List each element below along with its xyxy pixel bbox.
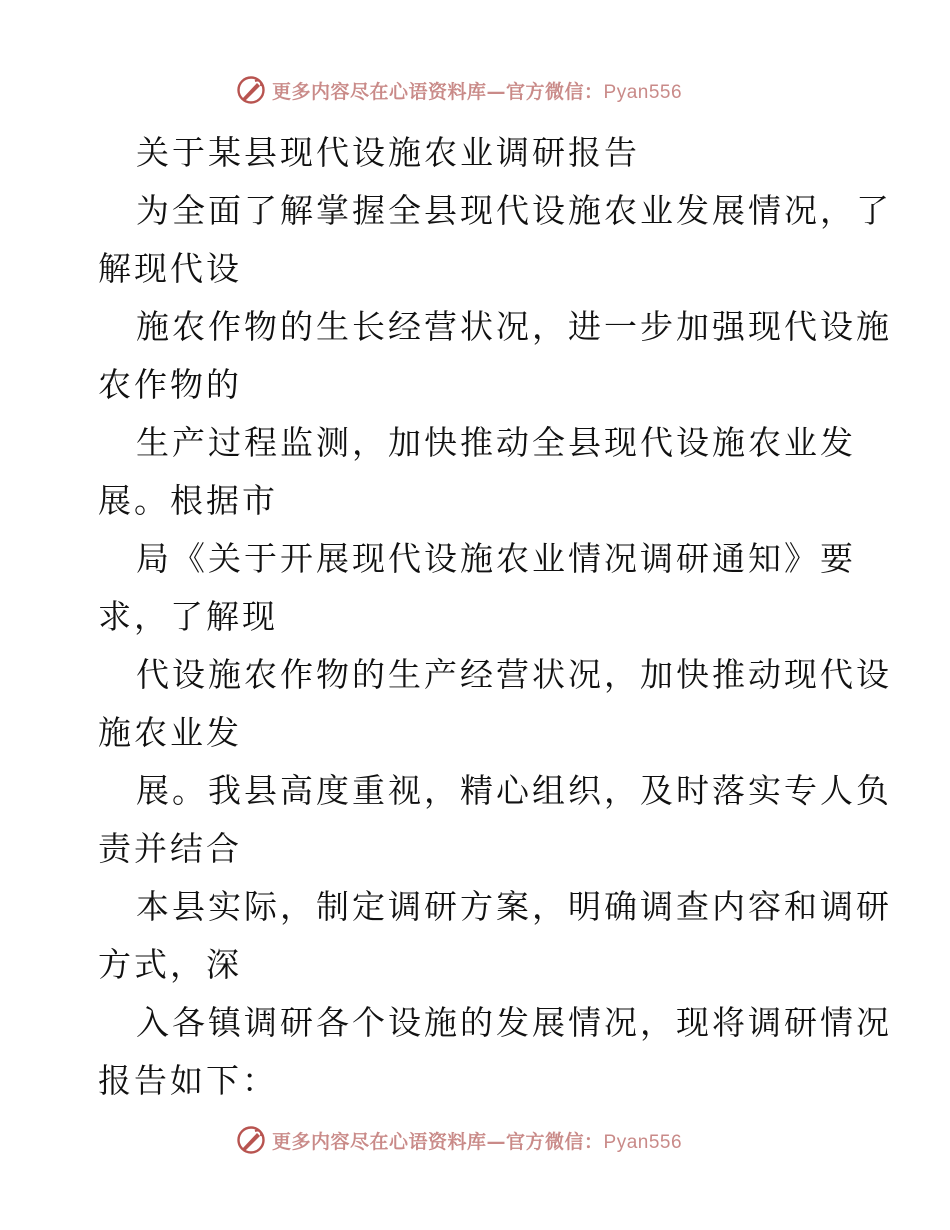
footer-watermark-banner [236, 1123, 716, 1157]
document-title: 关于某县现代设施农业调研报告 [136, 133, 640, 172]
header-watermark-banner [236, 73, 716, 107]
paragraph-line: 本县实际，制定调研方案，明确调查内容和调研 [136, 887, 892, 926]
paragraph-line: 求，了解现 [98, 597, 278, 636]
paragraph-line: 代设施农作物的生产经营状况，加快推动现代设 [136, 655, 892, 694]
paragraph-line: 责并结合 [98, 829, 242, 868]
paragraph-line: 施农业发 [98, 713, 242, 752]
paragraph-line: 入各镇调研各个设施的发展情况，现将调研情况 [136, 1003, 892, 1042]
paragraph-line: 施农作物的生长经营状况，进一步加强现代设施 [136, 307, 892, 346]
quill-pen-logo-icon [236, 75, 266, 105]
document-body [98, 124, 892, 1110]
header-banner-text: 更多内容尽在心语资料库—官方微信：Pyan556 [272, 80, 683, 103]
paragraph-line: 农作物的 [98, 365, 242, 404]
paragraph-line: 展。根据市 [98, 481, 278, 520]
paragraph-line: 报告如下： [98, 1061, 278, 1100]
paragraph-line: 局《关于开展现代设施农业情况调研通知》要 [136, 539, 856, 578]
paragraph-line: 展。我县高度重视，精心组织，及时落实专人负 [136, 771, 892, 810]
paragraph-line: 为全面了解掌握全县现代设施农业发展情况，了 [136, 191, 892, 230]
footer-banner-text: 更多内容尽在心语资料库—官方微信：Pyan556 [272, 1130, 683, 1153]
paragraph-line: 解现代设 [98, 249, 242, 288]
paragraph-line: 生产过程监测，加快推动全县现代设施农业发 [136, 423, 856, 462]
paragraph-line: 方式，深 [98, 945, 242, 984]
quill-pen-logo-icon [236, 1125, 266, 1155]
